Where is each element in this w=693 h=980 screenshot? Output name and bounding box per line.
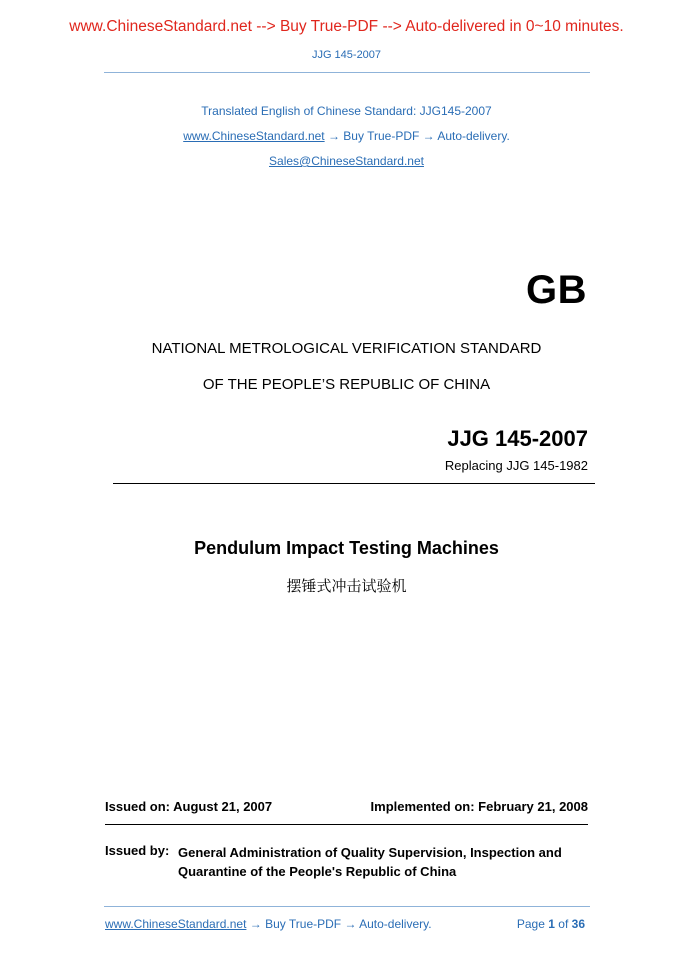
issued-by-line1: General Administration of Quality Supervision, Inspection and [178, 845, 562, 860]
header-code: JJG 145-2007 [311, 49, 382, 61]
page-number: 1 [548, 917, 555, 931]
footer-buy-rest: → Buy True-PDF → Auto-delivery. [246, 917, 432, 931]
issued-by-line2: Quarantine of the People's Republic of China [178, 864, 457, 879]
replacing-note: Replacing JJG 145-1982 [444, 458, 588, 473]
header-rule [104, 72, 590, 73]
page-indicator [517, 917, 585, 931]
issued-on: Issued on: August 21, 2007 [105, 799, 273, 814]
footer-site-link[interactable]: www.ChineseStandard.net [105, 917, 247, 931]
issued-by-label: Issued by: [105, 843, 170, 858]
footer-rule [104, 906, 590, 907]
page-label: Page [516, 917, 545, 931]
issued-by-text [178, 843, 598, 881]
translated-line: Translated English of Chinese Standard: JJG145-2007 [201, 104, 492, 118]
document-title-chinese: 摆锤式冲击试验机 [286, 577, 407, 595]
footer-buy-line [105, 917, 432, 931]
standard-code: JJG 145-2007 [447, 426, 588, 451]
implemented-on: Implemented on: February 21, 2008 [370, 799, 588, 814]
page-total: 36 [571, 917, 585, 931]
code-rule [113, 483, 595, 484]
buy-line [0, 129, 693, 143]
dates-rule [105, 824, 588, 825]
document-title: Pendulum Impact Testing Machines [194, 538, 499, 558]
email-link[interactable]: Sales@ChineseStandard.net [269, 154, 424, 168]
national-standard-line2: OF THE PEOPLE’S REPUBLIC OF CHINA [202, 376, 491, 393]
gb-mark: GB [526, 268, 587, 312]
top-banner: www.ChineseStandard.net --> Buy True-PDF --> Auto-delivered in 0~10 minutes. [69, 18, 624, 35]
buy-line-rest: → Buy True-PDF → Auto-delivery. [324, 129, 510, 143]
of-label: of [558, 917, 569, 931]
national-standard-line1: NATIONAL METROLOGICAL VERIFICATION STANDARD [151, 340, 542, 357]
site-link[interactable]: www.ChineseStandard.net [183, 129, 325, 143]
email-line [0, 154, 693, 168]
